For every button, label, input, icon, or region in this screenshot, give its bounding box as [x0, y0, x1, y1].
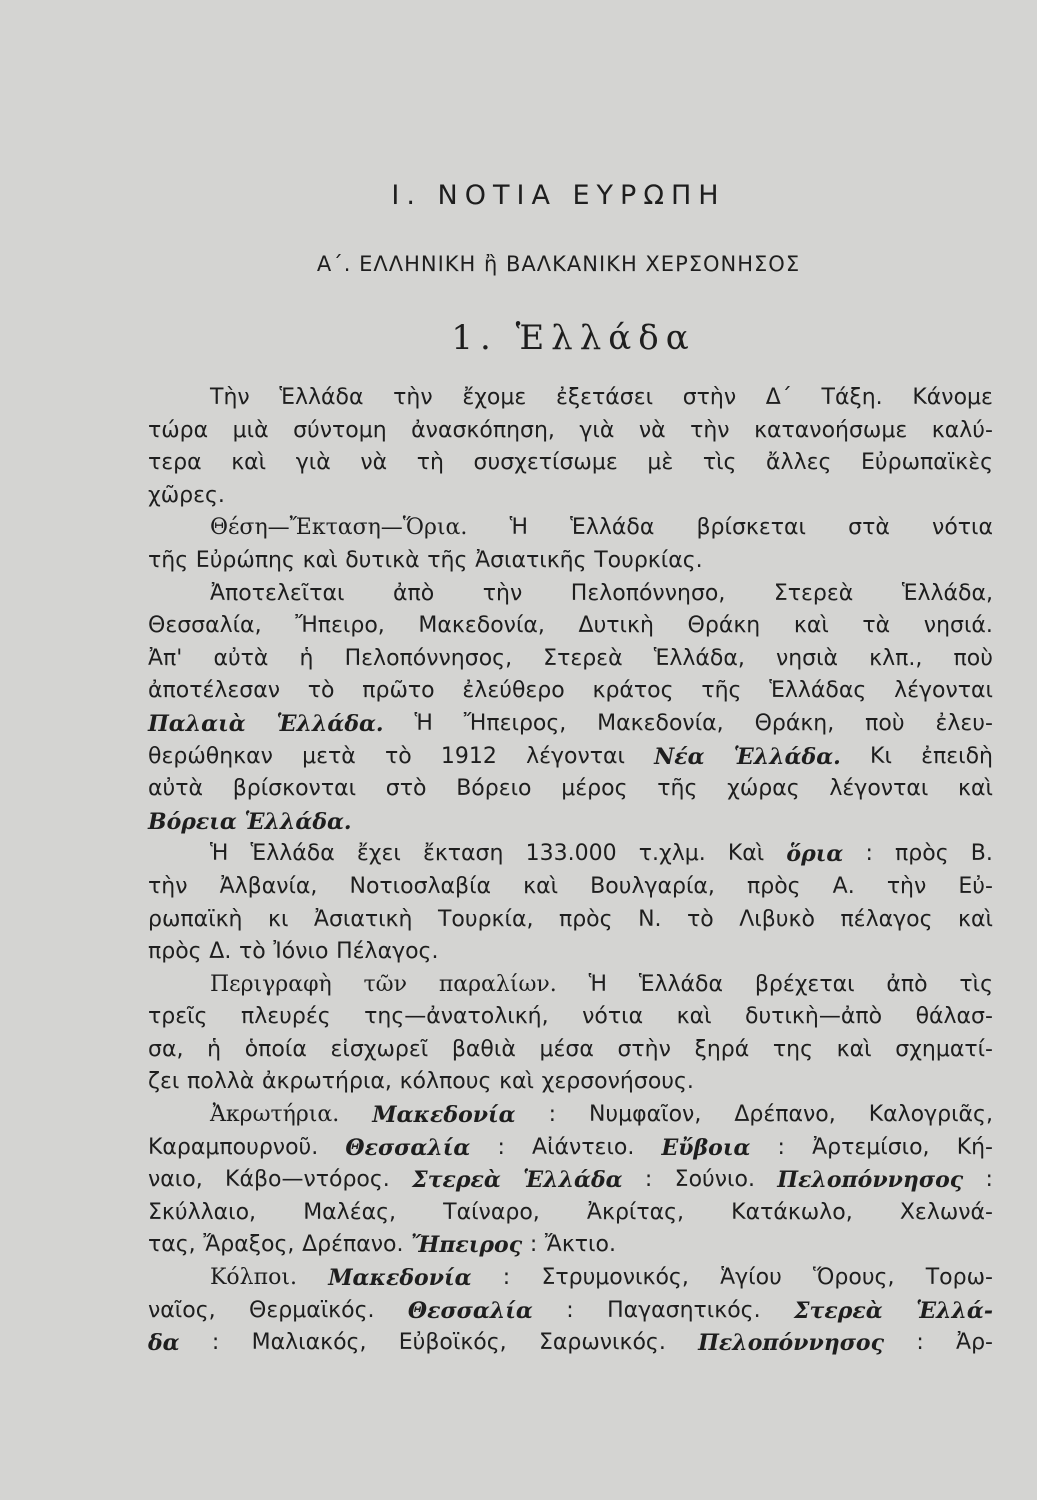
word: Εὐ- — [958, 873, 993, 899]
text-line — [148, 1164, 993, 1197]
word: Ἄραξος, — [203, 1232, 295, 1258]
word: Κι — [870, 743, 892, 769]
word: κατανοήσωμε — [754, 417, 908, 443]
word: ἐξετάσει — [555, 385, 654, 410]
word: δυτικὰ — [345, 547, 420, 573]
word: Β. — [970, 841, 993, 867]
emphasis: Πελοπόννησος — [777, 1167, 964, 1194]
word: ποὺ — [953, 645, 993, 671]
text-line — [148, 447, 993, 480]
word: : — [529, 1232, 538, 1258]
word: ὁποία — [244, 1036, 307, 1062]
word: Βουλγαρία, — [590, 873, 715, 899]
word: Ἀποτελεῖται — [210, 580, 345, 606]
word: τὶς — [702, 450, 737, 476]
word: πρὸς — [746, 873, 801, 899]
word: λέγονται — [894, 678, 993, 704]
word: Πέλαγος. — [336, 939, 439, 965]
emphasis: Ἑλλά- — [916, 1297, 993, 1324]
word: Πελοπόννησος, — [344, 645, 513, 671]
word: τὴν — [690, 417, 730, 443]
text-line — [148, 904, 993, 937]
emphasis: Ἤπειρος — [411, 1232, 523, 1259]
word: Βόρειο — [456, 776, 532, 802]
word: ἡ — [299, 645, 314, 671]
word: Νοτιοσλαβία — [349, 873, 492, 899]
word: 133.000 — [525, 841, 617, 867]
word: Ἑλλάδα — [570, 515, 655, 541]
word: λέγονται — [526, 743, 625, 769]
text-line — [148, 741, 993, 774]
word: Τουρκία, — [437, 906, 534, 932]
word: ἀπὸ — [886, 971, 928, 997]
word: πρὸς — [148, 939, 202, 965]
word: : — [566, 1297, 574, 1323]
emphasis: ὅρια — [786, 841, 844, 868]
text-line — [148, 1001, 993, 1034]
emphasis: Μακεδονία — [328, 1265, 472, 1292]
word: Α. — [832, 873, 855, 899]
text-line — [148, 643, 993, 676]
word: Ἀρτεμίσιο, — [812, 1134, 930, 1160]
emphasis: Πελοπόννησος — [698, 1330, 884, 1357]
word: βρέχεται — [754, 971, 855, 997]
text-line — [148, 806, 993, 839]
word: Κάνομε — [912, 385, 993, 410]
word: στὰ — [848, 515, 890, 541]
word: Θεσσαλία, — [148, 613, 262, 639]
word: ἀνασκόπηση, — [411, 417, 555, 443]
word: μέσα — [539, 1036, 594, 1062]
emphasis: Ἑλλάδα. — [244, 808, 352, 835]
text-line — [148, 1099, 993, 1132]
word: καὶ — [231, 450, 267, 476]
word: ρωπαϊκὴ — [148, 906, 243, 932]
word: καλύ- — [931, 417, 993, 443]
word: ζει — [148, 1069, 180, 1095]
word: καὶ — [958, 776, 993, 802]
word: Καλογριᾶς, — [868, 1102, 993, 1128]
word: Ἑλλάδα — [279, 385, 364, 410]
word: Τάξη. — [821, 385, 883, 410]
word: τὴν — [148, 873, 188, 899]
word: Ἀπ' — [148, 645, 183, 671]
run-in-heading: Ἀκρωτήρια. — [210, 1102, 340, 1128]
run-in-heading: Κόλποι. — [210, 1265, 297, 1291]
word: θάλασ- — [915, 1004, 993, 1030]
text-line — [148, 1229, 993, 1262]
word: Νυμφαῖον, — [588, 1102, 702, 1128]
text-line — [148, 578, 993, 611]
word: καὶ — [676, 1004, 712, 1030]
word: Θράκη — [687, 613, 761, 639]
word: Ἰόνιο — [273, 939, 329, 965]
word: Ἀρ- — [956, 1330, 993, 1356]
text-line — [148, 610, 993, 643]
word: 1912 — [440, 743, 497, 769]
emphasis: Στερεὰ — [794, 1297, 883, 1324]
word: Δ. — [209, 939, 232, 965]
word: τερα — [148, 450, 202, 476]
run-in-heading: Θέση—Ἔκταση—Ὅρια. — [210, 515, 468, 541]
word: πολλὰ — [187, 1069, 255, 1095]
word: : — [777, 1134, 785, 1160]
emphasis: Ἑλλάδα. — [733, 743, 841, 770]
word: βρίσκεται — [696, 515, 806, 541]
word: Λιβυκὸ — [739, 906, 815, 932]
word: Δ΄ — [765, 385, 792, 410]
word: ἀπὸ — [393, 580, 435, 606]
text-line — [148, 871, 993, 904]
word: Κάβο—ντόρος. — [225, 1167, 390, 1193]
emphasis: Ἑλλάδα. — [276, 710, 384, 737]
text-line — [148, 1197, 993, 1230]
run-in-heading: παραλίων. — [438, 971, 557, 997]
word: σύντομη — [293, 417, 387, 443]
word: : — [985, 1167, 993, 1193]
word: τῆς — [148, 547, 189, 573]
word: : — [548, 1102, 556, 1128]
text-line — [148, 382, 993, 415]
word: στὴν — [617, 1036, 671, 1062]
word: τὴ — [416, 450, 444, 476]
word: τὴν — [393, 385, 433, 410]
word: λέγονται — [829, 776, 929, 802]
word: Εὐρώπης — [195, 547, 295, 573]
word: Καὶ — [727, 841, 765, 867]
word: τὶς — [959, 971, 993, 997]
word: νησιά. — [923, 613, 993, 639]
word: πέλαγος — [840, 906, 933, 932]
word: Ἡ — [588, 971, 608, 997]
word: : — [497, 1134, 505, 1160]
word: κλπ., — [869, 645, 923, 671]
word: Εὐρωπαϊκὲς — [861, 450, 993, 476]
word: τὴν — [886, 873, 927, 899]
word: Σαρωνικός. — [538, 1330, 666, 1356]
text-line — [148, 1132, 993, 1165]
word: Ἀσιατικὴ — [313, 906, 413, 932]
word: Δρέπανο, — [734, 1102, 836, 1128]
word: τώρα — [148, 417, 209, 443]
word: Ἑλλάδα, — [653, 645, 745, 671]
word: νότια — [582, 1004, 644, 1030]
word: καὶ — [523, 873, 559, 899]
word: τὸ — [307, 678, 335, 704]
run-in-heading: τῶν — [363, 971, 407, 997]
text-line — [148, 1262, 993, 1295]
word: εἰσχωρεῖ — [330, 1036, 429, 1062]
word: καὶ — [302, 547, 338, 573]
word: Ἑλλάδα — [250, 841, 335, 867]
word: τὸ — [687, 906, 714, 932]
word: τας, — [148, 1232, 196, 1258]
word: Αἰάντειο. — [532, 1134, 635, 1160]
word: τῆς — [657, 776, 698, 802]
word: Μακεδονία, — [418, 613, 545, 639]
word: σχηματί- — [895, 1036, 993, 1062]
chapter-title: I. ΝΟΤΙΑ ΕΥΡΩΠΗ — [391, 180, 726, 211]
word: μιὰ — [232, 417, 269, 443]
word: κόλπους — [399, 1069, 492, 1095]
word: Δρέπανο. — [302, 1232, 404, 1258]
word: Ἀσιατικῆς — [475, 547, 587, 573]
word: συσχετίσωμε — [473, 450, 618, 476]
emphasis: Παλαιὰ — [148, 710, 246, 737]
word: ἐλευ- — [935, 710, 993, 736]
word: καὶ — [836, 1036, 872, 1062]
word: Μαλέας, — [303, 1199, 397, 1225]
word: αὐτὰ — [148, 776, 203, 802]
word: ἄλλες — [766, 450, 832, 476]
word: Ἑλλάδα, — [901, 580, 993, 606]
word: Μαλιακός, — [251, 1330, 367, 1356]
body-text — [148, 382, 993, 1360]
emphasis: Νέα — [654, 743, 705, 770]
word: Ταίναρο, — [443, 1199, 540, 1225]
word: τρεῖς — [148, 1004, 208, 1030]
word: νησιὰ — [775, 645, 839, 671]
word: Παγασητικός. — [607, 1297, 761, 1323]
emphasis: Εὔβοια — [661, 1134, 751, 1161]
word: Ὅρους, — [813, 1265, 895, 1291]
text-line — [148, 708, 993, 741]
word: Θερμαϊκός. — [249, 1297, 375, 1323]
word: Μακεδονία, — [597, 710, 724, 736]
word: καὶ — [499, 1069, 534, 1095]
text-line — [148, 969, 993, 1002]
word: γιὰ — [579, 417, 615, 443]
word: ἔχει — [356, 841, 401, 867]
text-line — [148, 1066, 993, 1099]
word: ἔχομε — [462, 385, 527, 410]
word: Χελωνά- — [899, 1199, 993, 1225]
section-title: 1. Ἑλλάδα — [451, 318, 696, 358]
emphasis: Ἑλλάδα — [523, 1167, 623, 1194]
word: ἡ — [207, 1036, 222, 1062]
word: αὐτὰ — [213, 645, 269, 671]
word: της — [772, 1036, 814, 1062]
word: τὸ — [384, 743, 412, 769]
text-line — [148, 1034, 993, 1067]
word: : — [865, 841, 873, 867]
word: νὰ — [638, 417, 666, 443]
word: δυτικὴ—ἀπὸ — [745, 1004, 883, 1030]
word: Ἀλβανία, — [219, 873, 318, 899]
word: ναῖος, — [148, 1297, 216, 1323]
emphasis: Στερεὰ — [412, 1167, 501, 1194]
word: Εὐβοϊκός, — [398, 1330, 507, 1356]
word: καὶ — [958, 906, 993, 932]
word: μετὰ — [302, 743, 356, 769]
word: τὸ — [239, 939, 266, 965]
subchapter-title: Α΄. ΕΛΛΗΝΙΚΗ ἢ ΒΑΛΚΑΝΙΚΗ ΧΕΡΣΟΝΗΣΟΣ — [316, 252, 801, 276]
word: καὶ — [793, 613, 829, 639]
run-in-heading: Περιγραφὴ — [210, 971, 332, 997]
text-line — [148, 838, 993, 871]
text-line — [148, 675, 993, 708]
word: Ἤπειρο, — [295, 613, 385, 639]
word: Θράκη, — [754, 710, 835, 736]
word: σα, — [148, 1036, 184, 1062]
word: Ἡ — [414, 710, 433, 736]
word: Ἑλλάδα — [638, 971, 723, 997]
word: Ἡ — [509, 515, 528, 541]
word: χερσονήσους. — [541, 1069, 694, 1095]
word: βρίσκονται — [232, 776, 357, 802]
text-line — [148, 480, 993, 513]
emphasis: Θεσσαλία — [407, 1297, 533, 1324]
word: ἀποτέλεσαν — [148, 678, 280, 704]
word: χώρας — [727, 776, 800, 802]
word: ἔκταση — [422, 841, 504, 867]
word: γιὰ — [295, 450, 331, 476]
word: πρῶτο — [362, 678, 435, 704]
text-line — [148, 1327, 993, 1360]
word: Πελοπόννησο, — [570, 580, 726, 606]
word: νότια — [932, 515, 993, 541]
word: στὸ — [385, 776, 427, 802]
word: : — [502, 1265, 511, 1291]
word: ξηρά — [694, 1036, 750, 1062]
word: Τορω- — [925, 1265, 993, 1291]
word: χῶρες. — [148, 482, 225, 508]
word: Δυτικὴ — [578, 613, 654, 639]
word: Τουρκίας. — [594, 547, 703, 573]
word: Τὴν — [210, 385, 250, 410]
text-line — [148, 512, 993, 545]
word: ποὺ — [865, 710, 905, 736]
word: τ.χλμ. — [638, 841, 706, 867]
word: Ἑλλάδας — [769, 678, 867, 704]
word: ναιο, — [148, 1167, 203, 1193]
word: μέρος — [561, 776, 628, 802]
word: Ἀκρίτας, — [586, 1199, 684, 1225]
emphasis: δα — [148, 1330, 180, 1357]
word: κι — [268, 906, 289, 932]
word: ἐπειδὴ — [921, 743, 993, 769]
word: Καραμπουρνοῦ. — [148, 1134, 319, 1160]
word: θερώθηκαν — [148, 743, 273, 769]
emphasis: Βόρεια — [148, 808, 237, 835]
word: πρὸς — [895, 841, 949, 867]
word: τὰ — [862, 613, 891, 639]
word: Κατάκωλο, — [731, 1199, 853, 1225]
word: : — [916, 1330, 924, 1356]
word: : — [644, 1167, 653, 1193]
word: Ἄκτιο. — [544, 1232, 616, 1258]
word: κράτος — [592, 678, 674, 704]
word: μὲ — [647, 450, 674, 476]
word: ἐλεύθερο — [462, 678, 565, 704]
word: Στερεὰ — [773, 580, 854, 606]
word: Στερεὰ — [543, 645, 623, 671]
word: πρὸς — [558, 906, 613, 932]
word: Ἡ — [210, 841, 229, 867]
text-line — [148, 936, 993, 969]
word: Κή- — [956, 1134, 993, 1160]
word: της—ἀνατολική, — [364, 1004, 549, 1030]
text-line — [148, 773, 993, 806]
word: ἀκρωτήρια, — [261, 1069, 392, 1095]
word: τῆς — [427, 547, 468, 573]
word: στὴν — [682, 385, 737, 410]
word: Ἁγίου — [720, 1265, 782, 1291]
word: βαθιὰ — [451, 1036, 516, 1062]
word: Σούνιο. — [674, 1167, 755, 1193]
word: Στρυμονικός, — [541, 1265, 689, 1291]
emphasis: Θεσσαλία — [345, 1134, 471, 1161]
emphasis: Μακεδονία — [372, 1102, 516, 1129]
text-line — [148, 545, 993, 578]
word: νὰ — [360, 450, 388, 476]
word: Σκύλλαιο, — [148, 1199, 257, 1225]
word: : — [211, 1330, 220, 1356]
word: Ν. — [638, 906, 662, 932]
word: τῆς — [701, 678, 742, 704]
text-line — [148, 1295, 993, 1328]
word: τὴν — [482, 580, 523, 606]
word: Ἤπειρος, — [463, 710, 567, 736]
word: πλευρές — [240, 1004, 331, 1030]
text-line — [148, 415, 993, 448]
